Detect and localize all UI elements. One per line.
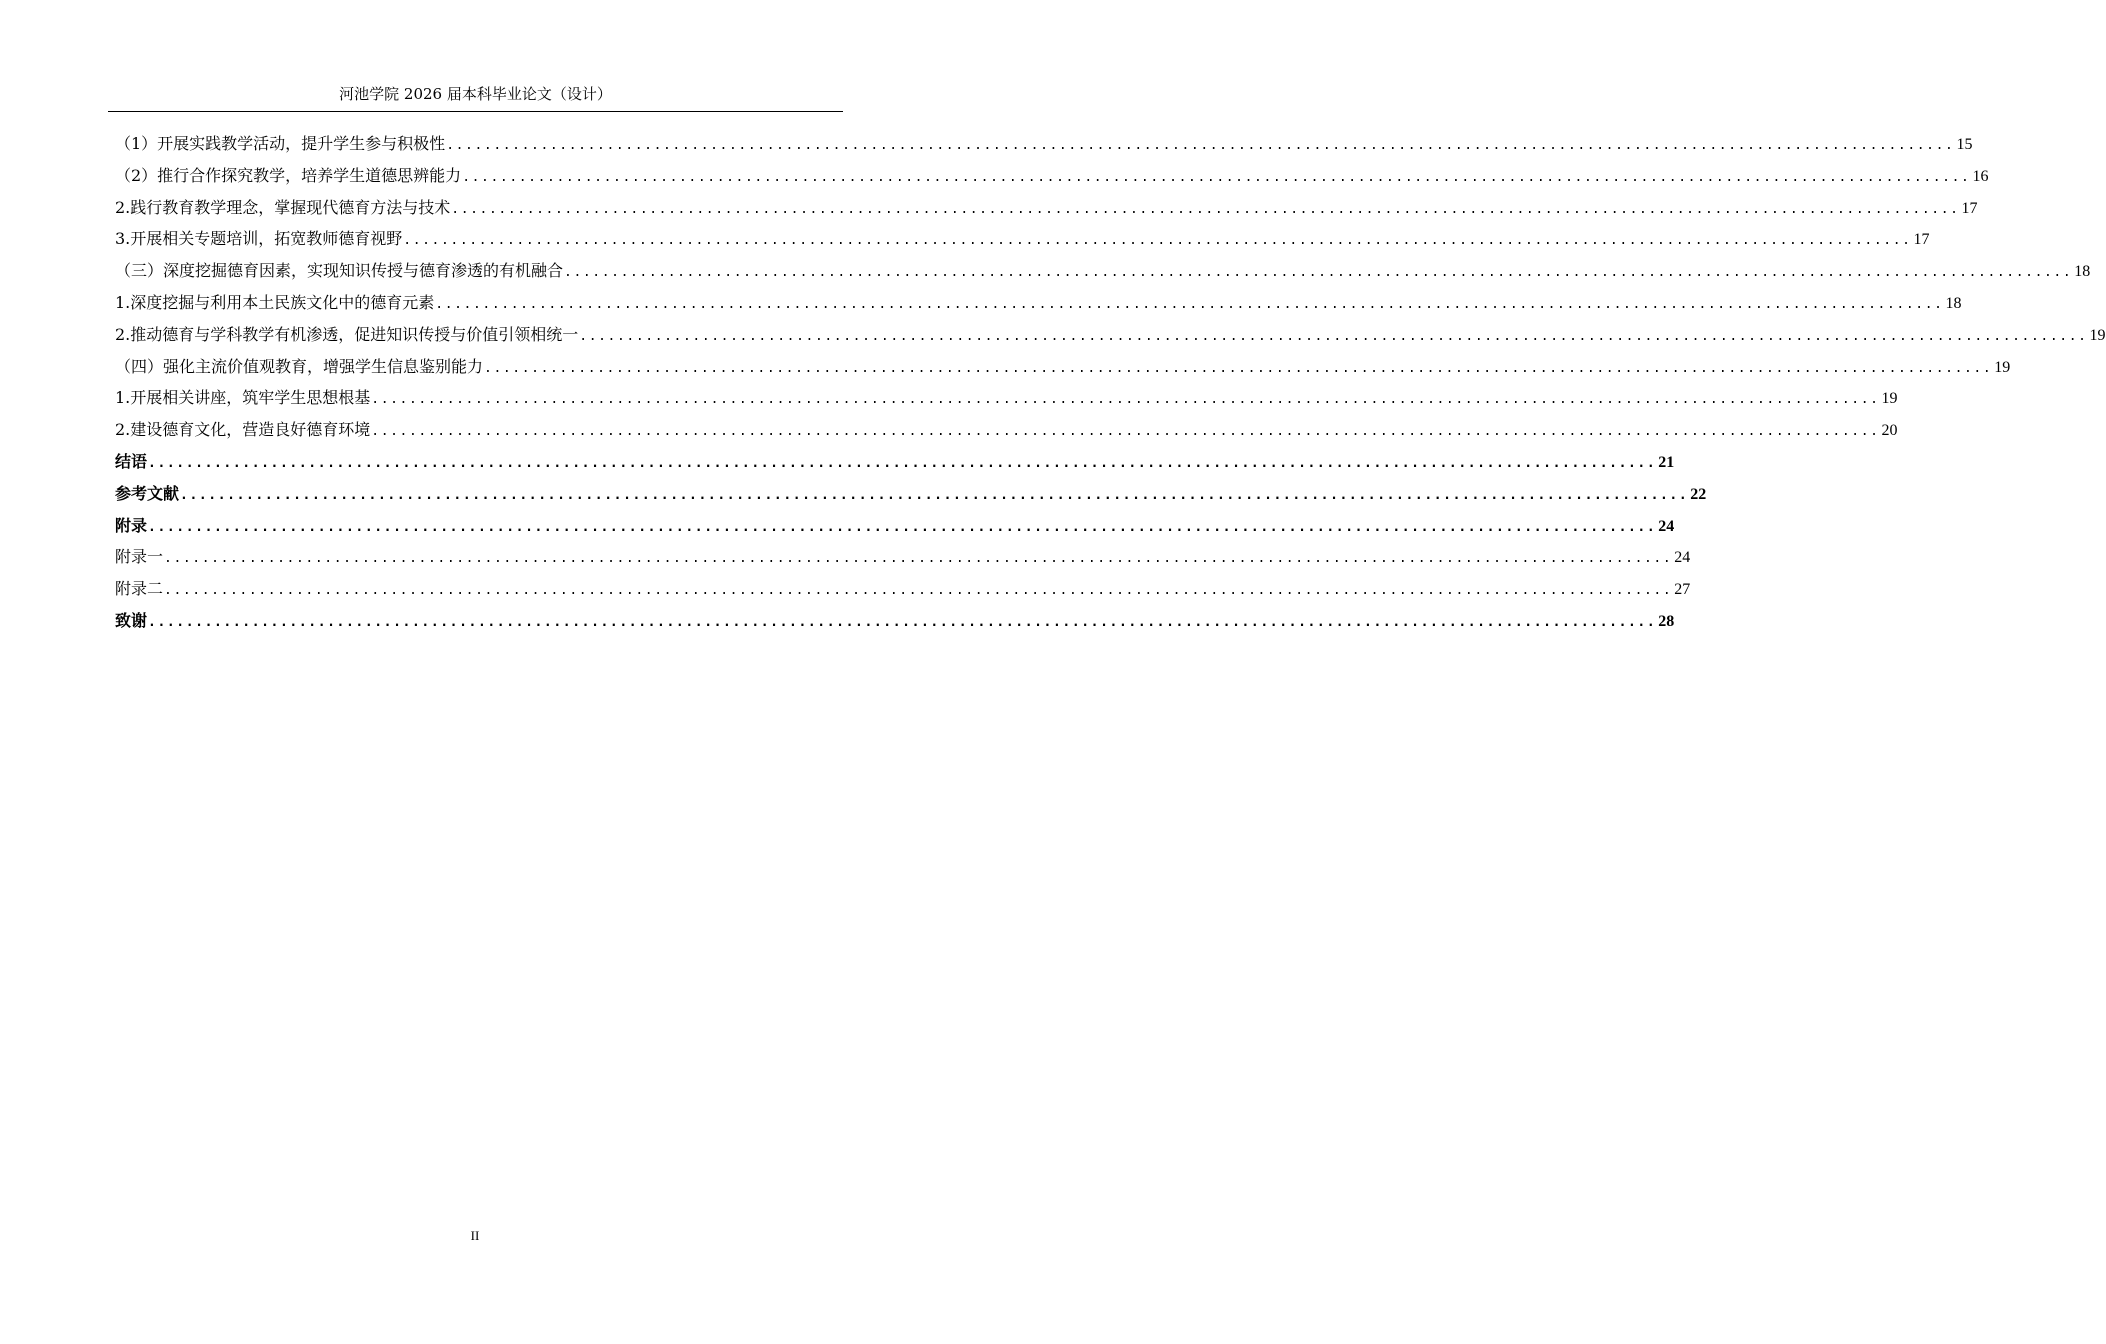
page-number: II — [470, 1228, 480, 1243]
toc-dot-leader: ................................................................................................................................................................ — [484, 360, 1993, 376]
toc-entry-label: 1.深度挖掘与利用本土民族文化中的德育元素 — [115, 292, 435, 312]
toc-entry-label: 结语 — [115, 451, 148, 471]
toc-entry-page-number: 21 — [1658, 453, 1675, 471]
toc-entry[interactable] — [115, 478, 1707, 510]
toc-dot-leader: ................................................................................................................................................................ — [403, 233, 1912, 249]
toc-dot-leader: ................................................................................................................................................................ — [462, 169, 1971, 185]
toc-entry-page-number: 24 — [1674, 549, 1691, 567]
toc-entry[interactable] — [115, 223, 1930, 255]
toc-entry-page-number: 19 — [1881, 390, 1898, 408]
toc-dot-leader: ................................................................................................................................................................ — [148, 519, 1657, 535]
toc-dot-leader: ................................................................................................................................................................ — [435, 296, 1944, 312]
toc-entry-label: 致谢 — [115, 610, 148, 630]
toc-entry-page-number: 17 — [1961, 199, 1978, 217]
toc-entry-page-number: 20 — [1881, 422, 1898, 440]
header-divider — [108, 111, 843, 112]
toc-entry-page-number: 17 — [1913, 231, 1930, 249]
toc-entry[interactable] — [115, 510, 1675, 542]
toc-entry[interactable] — [115, 192, 1978, 224]
toc-entry-label: 2.践行教育教学理念，掌握现代德育方法与技术 — [115, 197, 451, 217]
toc-entry-label: 2.推动德育与学科教学有机渗透，促进知识传授与价值引领相统一 — [115, 324, 579, 344]
toc-entry[interactable] — [115, 382, 1898, 414]
toc-dot-leader: ................................................................................................................................................................ — [148, 455, 1657, 471]
toc-entry-page-number: 27 — [1674, 581, 1691, 599]
toc-entry-label: 附录二 — [115, 579, 164, 599]
toc-entry-page-number: 18 — [2074, 263, 2091, 281]
toc-entry-label: 2.建设德育文化，营造良好德育环境 — [115, 420, 371, 440]
toc-entry[interactable] — [115, 573, 1691, 605]
toc-dot-leader: ................................................................................................................................................................ — [164, 551, 1673, 567]
page-header: 河池学院 2026 届本科毕业论文（设计） — [339, 85, 612, 103]
toc-entry[interactable] — [115, 319, 2106, 351]
toc-entry-label: （四）强化主流价值观教育，增强学生信息鉴别能力 — [115, 356, 484, 376]
toc-dot-leader: ................................................................................................................................................................ — [371, 424, 1880, 440]
toc-entry-label: （2）推行合作探究教学，培养学生道德思辨能力 — [115, 165, 462, 185]
toc-entry[interactable] — [115, 255, 2091, 287]
toc-dot-leader: ................................................................................................................................................................ — [180, 487, 1689, 503]
toc-entry-label: 1.开展相关讲座，筑牢学生思想根基 — [115, 388, 371, 408]
toc-entry-page-number: 28 — [1658, 612, 1675, 630]
toc-entry-label: 参考文献 — [115, 483, 180, 503]
toc-entry-label: 3.开展相关专题培训，拓宽教师德育视野 — [115, 229, 403, 249]
toc-entry[interactable] — [115, 605, 1675, 637]
toc-entry-page-number: 15 — [1956, 136, 1973, 153]
toc-dot-leader: ................................................................................................................................................................ — [371, 392, 1880, 408]
toc-entry-page-number: 18 — [1945, 294, 1962, 312]
table-of-contents — [115, 128, 2106, 637]
toc-entry[interactable] — [115, 541, 1691, 573]
toc-entry-page-number: 24 — [1658, 517, 1675, 535]
toc-entry[interactable] — [115, 160, 1989, 192]
toc-dot-leader: ................................................................................................................................................................ — [564, 265, 2073, 281]
toc-entry-label: 附录 — [115, 515, 148, 535]
toc-dot-leader: ................................................................................................................................................................ — [148, 614, 1657, 630]
toc-dot-leader: ................................................................................................................................................................ — [451, 201, 1960, 217]
toc-entry[interactable] — [115, 351, 2011, 383]
toc-entry-label: （1）开展实践教学活动，提升学生参与积极性 — [115, 134, 446, 153]
toc-entry-label: 附录一 — [115, 547, 164, 567]
toc-entry-page-number: 19 — [2089, 326, 2106, 344]
toc-entry-page-number: 16 — [1972, 167, 1989, 185]
toc-entry-page-number: 19 — [1994, 358, 2011, 376]
toc-dot-leader: ................................................................................................................................................................ — [164, 583, 1673, 599]
toc-entry[interactable] — [115, 414, 1898, 446]
toc-dot-leader: ................................................................................................................................................................ — [446, 138, 1955, 153]
toc-entry[interactable] — [115, 446, 1675, 478]
toc-entry-page-number: 22 — [1690, 485, 1707, 503]
toc-entry-label: （三）深度挖掘德育因素，实现知识传授与德育渗透的有机融合 — [115, 261, 564, 281]
toc-dot-leader: ................................................................................................................................................................ — [579, 328, 2088, 344]
toc-entry[interactable] — [115, 128, 1973, 160]
toc-entry[interactable] — [115, 287, 1962, 319]
